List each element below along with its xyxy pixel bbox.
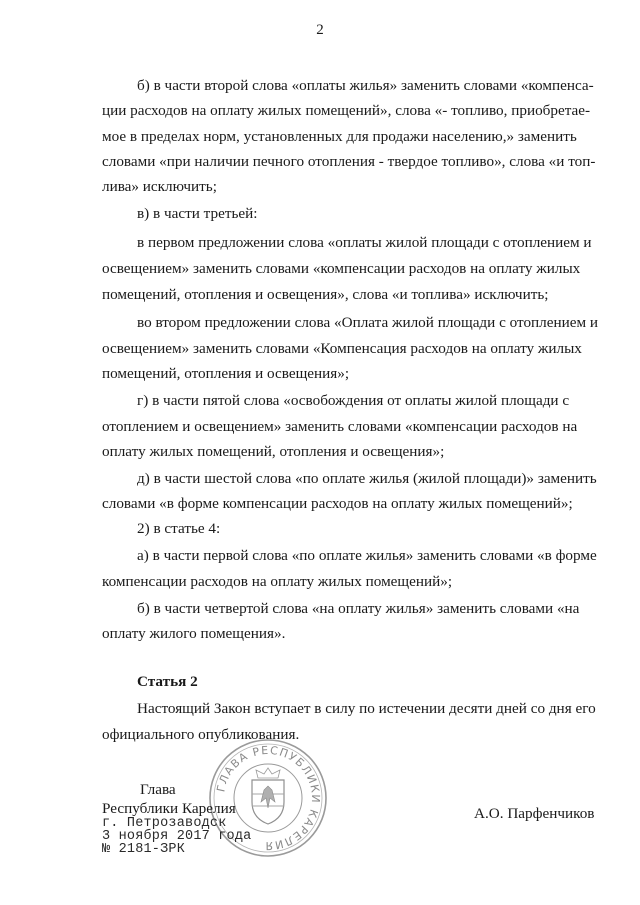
signature-name: А.О. Парфенчиков — [474, 805, 595, 822]
para-line: помещений, отопления и освещения», слова «и топлива» исключить; — [102, 286, 549, 303]
signature-title-line1: Глава — [140, 781, 176, 798]
para-line: оплату жилого помещения». — [102, 625, 286, 642]
para-line: г) в части пятой слова «освобождения от оплаты жилой площади с — [137, 392, 570, 409]
article-text-line: официального опубликования. — [102, 726, 300, 743]
para-line: б) в части второй слова «оплаты жилья» заменить словами «компенса- — [137, 77, 594, 94]
para-line: ции расходов на оплату жилых помещений», слова «- топливо, приобретае- — [102, 102, 591, 119]
article-text-line: Настоящий Закон вступает в силу по истечении десяти дней со дня его — [137, 700, 596, 717]
para-line: компенсации расходов на оплату жилых помещений»; — [102, 573, 453, 590]
page-number: 2 — [316, 22, 324, 38]
para-line: д) в части шестой слова «по оплате жилья (жилой площади)» заменить — [137, 470, 597, 487]
para-line: а) в части первой слова «по оплате жилья» заменить словами «в форме — [137, 547, 597, 564]
para-line: в первом предложении слова «оплаты жилой площади с отоплением и — [137, 234, 592, 251]
seal-text: ГЛАВА РЕСПУБЛИКИ КАРЕЛИЯ — [214, 743, 323, 853]
stamp-date: 3 ноября 2017 года — [102, 829, 252, 844]
stamp-number: № 2181-ЗРК — [102, 842, 186, 857]
para-line: словами «при наличии печного отопления - твердое топливо», слова «и топ- — [102, 153, 596, 170]
para-line: мое в пределах норм, установленных для продажи населению,» заменить — [102, 128, 577, 145]
signature-title-line2: Республики Карелия — [102, 800, 236, 817]
para-line: помещений, отопления и освещения»; — [102, 365, 350, 382]
para-line: словами «в форме компенсации расходов на оплату жилых помещений»; — [102, 495, 573, 512]
para-line: оплату жилых помещений, отопления и освещения»; — [102, 443, 445, 460]
para-line: в) в части третьей: — [137, 205, 258, 222]
para-line: освещением» заменить словами «компенсации расходов на оплату жилых — [102, 260, 581, 277]
para-line: отоплением и освещением» заменить словами «компенсации расходов на — [102, 418, 578, 435]
stamp-city: г. Петрозаводск — [102, 816, 227, 831]
para-line: лива» исключить; — [102, 178, 217, 195]
para-line: во втором предложении слова «Оплата жилой площади с отоплением и — [137, 314, 599, 331]
para-line: б) в части четвертой слова «на оплату жилья» заменить словами «на — [137, 600, 580, 617]
article-heading: Статья 2 — [137, 673, 198, 690]
para-line: освещением» заменить словами «Компенсация расходов на оплату жилых — [102, 340, 582, 357]
para-line: 2) в статье 4: — [137, 520, 221, 537]
